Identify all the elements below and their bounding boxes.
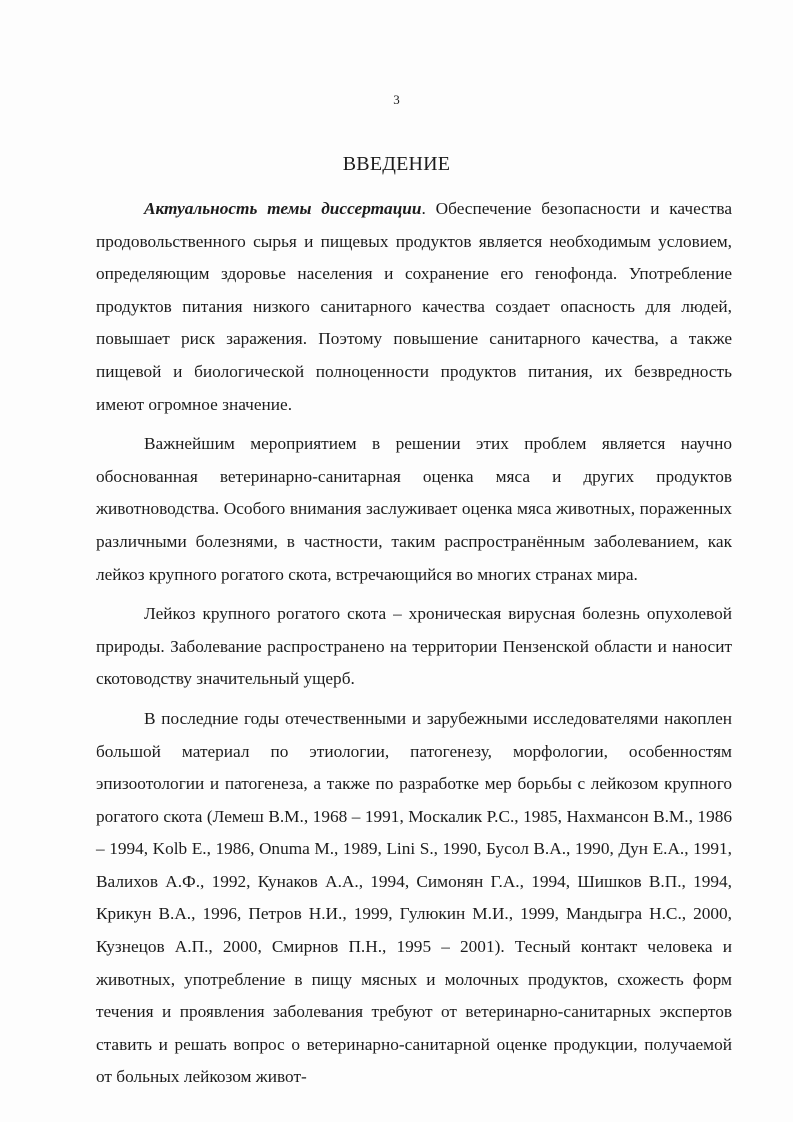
page-number: 3 xyxy=(393,92,400,107)
body-text xyxy=(96,193,732,1101)
paragraph-literature-review: В последние годы отечественными и зарубежными исследователями накоплен большой материал по этиологии, патогенезу, морфологии, особенностям эпизоотологии и патогенеза, а также по разработке мер борьбы с лейкозом крупного рогатого скота (Лемеш В.М., 1968 – 1991, Москалик Р.С., 1985, Нахмансон В.М., 1986 – 1994, Kolb E., 1986, Onuma M., 1989, Lini S., 1990, Бусол В.А., 1990, Дун Е.А., 1991, Валихов А.Ф., 1992, Кунаков А.А., 1994, Симонян Г.А., 1994, Шишков В.П., 1994, Крикун В.А., 1996, Петров Н.И., 1999, Гулюкин М.И., 1999, Мандыгра Н.С., 2000, Кузнецов А.П., 2000, Смирнов П.Н., 1995 – 2001). Тесный контакт человека и животных, употребление в пищу мясных и молочных продуктов, схожесть форм течения и проявления заболевания требуют от ветеринарно-санитарных экспертов ставить и решать вопрос о ветеринарно-санитарной оценке продукции, получаемой от больных лейкозом живот- xyxy=(96,708,732,1087)
paragraph-leukosis-definition: Лейкоз крупного рогатого скота – хроническая вирусная болезнь опухолевой природы. Заболевание распространено на территории Пензенской области и наносит скотоводству значительный ущерб. xyxy=(96,604,732,689)
paragraph-text: . Обеспечение безопасности и качества продовольственного сырья и пищевых продуктов является необходимым условием, определяющим здоровье населения и сохранение его генофонда. Употребление продуктов питания низкого санитарного качества создает опасность для людей, повышает риск заражения. Поэтому повышение санитарного качества, а также пищевой и биологической полноценности продуктов питания, их безвредность имеют огромное значение. xyxy=(96,199,732,414)
paragraph-relevance xyxy=(96,193,732,421)
section-title: ВВЕДЕНИЕ xyxy=(342,153,451,175)
paragraph-vet-evaluation: Важнейшим мероприятием в решении этих проблем является научно обоснованная ветеринарно-санитарная оценка мяса и других продуктов животноводства. Особого внимания заслуживает оценка мяса животных, пораженных различными болезнями, в частности, таким распространённым заболеванием, как лейкоз крупного рогатого скота, встречающийся во многих странах мира. xyxy=(96,434,732,584)
paragraph-lead: Актуальность темы диссертации xyxy=(144,199,422,218)
